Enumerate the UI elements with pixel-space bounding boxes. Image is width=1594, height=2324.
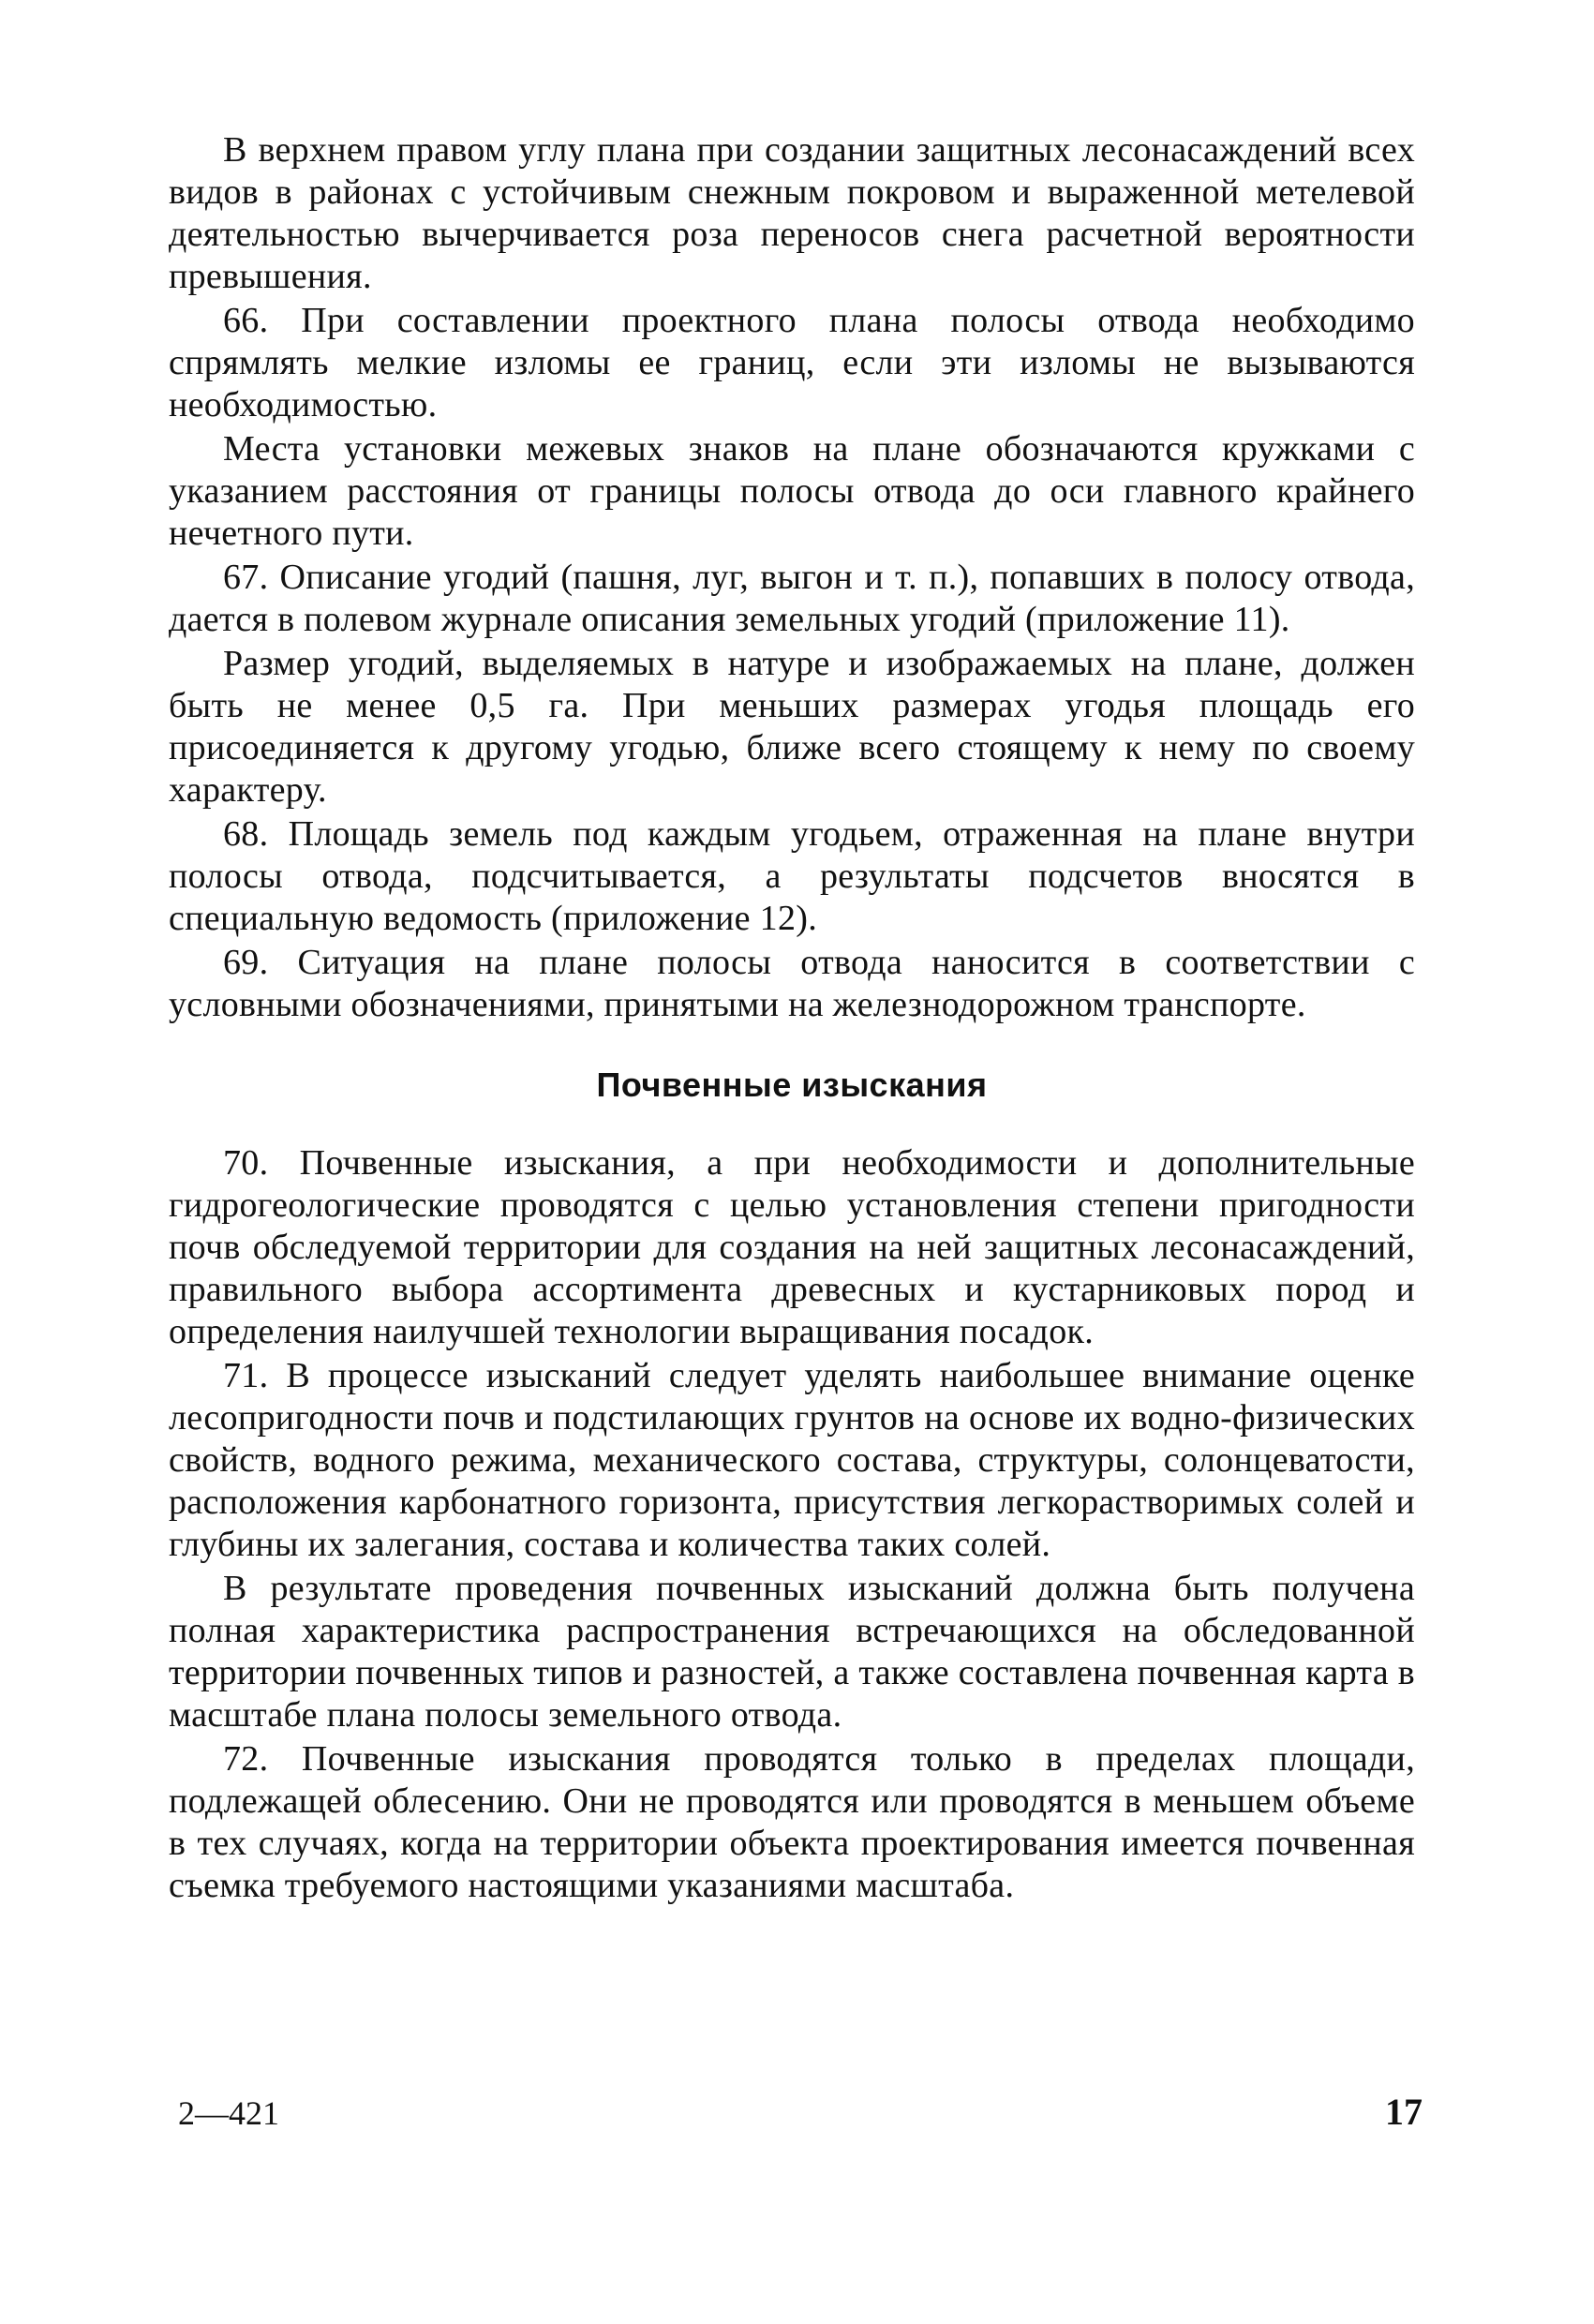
paragraph-72: 72. Почвенные изыскания проводятся только в пределах площади, подлежащей облесению. Они не проводятся или проводятся в меньшем объеме в тех случаях, когда на территории объекта проектирования имеется почвенная съемка требуемого настоящими указаниями масштаба. — [169, 1739, 1415, 1905]
paragraph-69: 69. Ситуация на плане полосы отвода наносится в соответствии с условными обозначениями, принятыми на железнодорожном транспорте. — [169, 943, 1415, 1024]
paragraph-boundary-marks: Места установки межевых знаков на плане обозначаются кружками с указанием расстояния от границы полосы отвода до оси главного крайнего нечетного пути. — [169, 429, 1415, 553]
paragraph-survey-result: В результате проведения почвенных изысканий должна быть получена полная характеристика распространения встречающихся на обследованной территории почвенных типов и разностей, а также составлена почвенная карта в масштабе плана полосы земельного отвода. — [169, 1569, 1415, 1735]
paragraph-68: 68. Площадь земель под каждым угодьем, отраженная на плане внутри полосы отвода, подсчитывается, а результаты подсчетов вносятся в специальную ведомость (приложение 12). — [169, 814, 1415, 938]
paragraph-71: 71. В процессе изысканий следует уделять наибольшее внимание оценке лесопригодности почв и подстилающих грунтов на основе их водно-физических свойств, водного режима, механического состава, структуры, солонцеватости, расположения карбонатного горизонта, присутствия легкорастворимых солей и глубины их залегания, состава и количества таких солей. — [169, 1356, 1415, 1564]
signature-code: 2—421 — [178, 2094, 279, 2132]
paragraph-67: 67. Описание угодий (пашня, луг, выгон и т. п.), попавших в полосу отвода, дается в полевом журнале описания земельных угодий (приложение 11). — [169, 558, 1415, 639]
paragraph-70: 70. Почвенные изыскания, а при необходимости и дополнительные гидрогеологические проводятся с целью установления степени пригодности почв обследуемой территории для создания на ней защитных лесонасаждений, правильного выбора ассортимента древесных и кустарниковых пород и определения наилучшей технологии выращивания посадок. — [169, 1143, 1415, 1351]
paragraph-66: 66. При составлении проектного плана полосы отвода необходимо спрямлять мелкие изломы ее границ, если эти изломы не вызываются необходимостью. — [169, 301, 1415, 425]
main-text — [169, 129, 1415, 1909]
page-number: 17 — [1385, 2091, 1423, 2133]
section-heading: Почвенные изыскания — [596, 1065, 988, 1104]
paragraph-snow-rose: В верхнем правом углу плана при создании защитных лесонасаждений всех видов в районах с устойчивым снежным покровом и выраженной метелевой деятельностью вычерчивается роза переносов снега расчетной вероятности превышения. — [169, 130, 1415, 296]
paragraph-land-size: Размер угодий, выделяемых в натуре и изображаемых на плане, должен быть не менее 0,5 га. При меньших размерах угодья площадь его присоединяется к другому угодью, ближе всего стоящему к нему по своему характеру. — [169, 644, 1415, 810]
